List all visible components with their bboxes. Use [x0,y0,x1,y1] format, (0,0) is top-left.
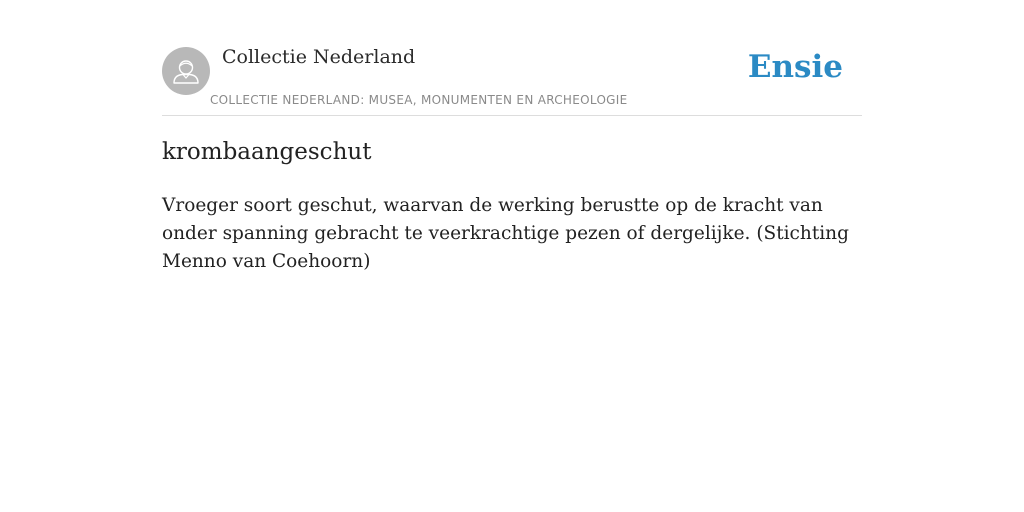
entry-term: krombaangeschut [162,139,372,165]
user-outline-icon [162,47,210,95]
author-name[interactable]: Collectie Nederland [222,46,416,68]
entry-definition: Vroeger soort geschut, waarvan de werking berustte op de kracht van onder spanning gebracht te veerkrachtige pezen of dergelijke. (Stichting Menno van Coehoorn) [162,195,849,272]
entry-header [162,44,862,116]
author-subtitle: COLLECTIE NEDERLAND: MUSEA, MONUMENTEN EN ARCHEOLOGIE [210,93,628,107]
avatar[interactable] [162,47,210,95]
site-logo[interactable]: Ensie [747,49,843,85]
